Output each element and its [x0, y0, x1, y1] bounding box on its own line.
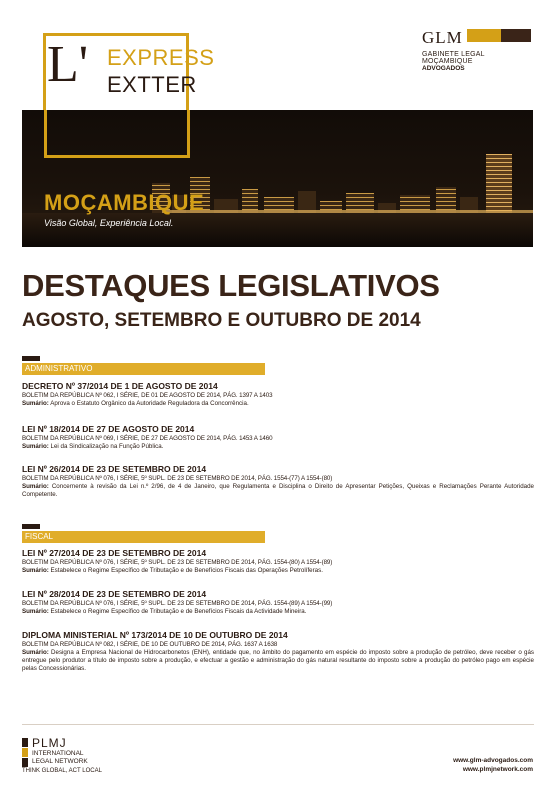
entry-title: DECRETO Nº 37/2014 DE 1 DE AGOSTO DE 2014	[22, 381, 218, 391]
plmj-network-line2: LEGAL NETWORK	[32, 758, 88, 765]
summary-label: Sumário:	[22, 400, 49, 407]
summary-text: Lei da Sindicalização na Função Pública.	[48, 443, 164, 450]
banner-tagline: Visão Global, Experiência Local.	[44, 218, 174, 228]
legislation-entry	[22, 464, 534, 499]
entry-publication: BOLETIM DA REPÚBLICA Nº 082, I SÉRIE, DE 10 DE OUTUBRO DE 2014, PÁG. 1637 A 1638	[22, 641, 278, 648]
entry-summary	[22, 649, 534, 673]
logo-exxter-text: EXTTER	[107, 72, 197, 97]
summary-text: Aprova o Estatuto Orgânico da Autoridade Reguladora da Concorrência.	[48, 400, 249, 407]
entry-summary	[22, 608, 534, 616]
summary-label: Sumário:	[22, 443, 49, 450]
tall-building	[486, 154, 512, 218]
entry-publication: BOLETIM DA REPÚBLICA Nº 069, I SÉRIE, DE 27 DE AGOSTO DE 2014, PÁG. 1453 A 1460	[22, 435, 273, 442]
entry-summary	[22, 567, 534, 575]
glm-advogados: ADVOGADOS	[422, 65, 465, 72]
glm-title: GLM	[422, 28, 463, 47]
country-name: MOÇAMBIQUE	[44, 190, 205, 215]
summary-label: Sumário:	[22, 483, 49, 490]
url-glm[interactable]: www.glm-advogados.com	[453, 757, 533, 764]
plmj-slogan: THINK GLOBAL, ACT LOCAL	[22, 768, 102, 774]
summary-text: Concernente à revisão da Lei n.º 2/96, de 4 de Janeiro, que Regulamenta e Disciplina o Direito de Apresentar Petições, Queixas e Reclamações Perante Autoridade Competente.	[22, 483, 534, 498]
plmj-bars-icon	[22, 738, 28, 766]
summary-label: Sumário:	[22, 567, 49, 574]
glm-dark-bar	[501, 29, 531, 42]
city-night-banner	[22, 110, 533, 247]
entry-summary	[22, 443, 534, 451]
summary-text: Estabelece o Regime Específico de Tributação e de Benefícios Fiscais da Actividade Mineira.	[48, 608, 307, 615]
plmj-name: PLMJ	[32, 736, 67, 750]
footer-urls	[453, 756, 533, 774]
entry-summary	[22, 400, 534, 408]
legislation-entry	[22, 424, 534, 451]
summary-text: Estabelece o Regime Específico de Tributação e de Benefícios Fiscais das Operações Petrolíferas.	[48, 567, 323, 574]
entry-title: LEI Nº 27/2014 DE 23 DE SETEMBRO DE 2014	[22, 548, 207, 558]
entry-publication: BOLETIM DA REPÚBLICA Nº 076, I SÉRIE, 5º SUPL. DE 23 DE SETEMBRO DE 2014, PÁG. 1554-(80) A 1554-(89)	[22, 559, 333, 566]
glm-logo	[422, 28, 532, 72]
entry-title: LEI Nº 26/2014 DE 23 DE SETEMBRO DE 2014	[22, 464, 207, 474]
entry-publication: BOLETIM DA REPÚBLICA Nº 076, I SÉRIE, 5º SUPL. DE 23 DE SETEMBRO DE 2014, PÁG. 1554-(89) A 1554-(99)	[22, 600, 333, 607]
legislation-entry	[22, 589, 534, 616]
section-tag-administrativo: ADMINISTRATIVO	[22, 363, 265, 375]
entry-summary	[22, 483, 534, 499]
banner-gold-frame	[44, 110, 190, 158]
url-plmj[interactable]: www.plmjnetwork.com	[462, 766, 533, 773]
section-tag-fiscal: FISCAL	[22, 531, 265, 543]
glm-subtitle: GABINETE LEGAL MOÇAMBIQUE	[422, 51, 485, 65]
summary-label: Sumário:	[22, 649, 49, 656]
entry-publication: BOLETIM DA REPÚBLICA Nº 062, I SÉRIE, DE 01 DE AGOSTO DE 2014, PÁG. 1397 A 1403	[22, 392, 273, 399]
summary-text: Designa a Empresa Nacional de Hidrocarbonetos (ENH), entidade que, no âmbito do pagamento em espécie do imposto sobre a produção de petróleo, deve receber o gás entregue pelo produtor a título de imposto sobre a produção, e efectuar a gestão e administração do gás natural resultante do imposto sobre a produção do petróleo pago em espécie pelas Concessionárias.	[22, 649, 534, 672]
page-subtitle: AGOSTO, SETEMBRO E OUTUBRO DE 2014	[22, 310, 421, 331]
legislation-entry	[22, 548, 534, 575]
entry-title: DIPLOMA MINISTERIAL Nº 173/2014 DE 10 DE OUTUBRO DE 2014	[22, 630, 288, 640]
logo-l-mark: L'	[47, 36, 89, 93]
entry-title: LEI Nº 28/2014 DE 23 DE SETEMBRO DE 2014	[22, 589, 207, 599]
summary-label: Sumário:	[22, 608, 49, 615]
entry-title: LEI Nº 18/2014 DE 27 DE AGOSTO DE 2014	[22, 424, 195, 434]
plmj-network-line1: INTERNATIONAL	[32, 750, 84, 757]
footer-divider	[22, 724, 534, 725]
logo-express-text: EXPRESS	[107, 45, 215, 70]
page-title: DESTAQUES LEGISLATIVOS	[22, 268, 440, 303]
legislation-entry	[22, 381, 534, 408]
legislation-entry	[22, 630, 534, 673]
entry-publication: BOLETIM DA REPÚBLICA Nº 076, I SÉRIE, 5º SUPL. DE 23 DE SETEMBRO DE 2014, PÁG. 1554-(77) A 1554-(80)	[22, 475, 333, 482]
glm-gold-bar	[467, 29, 501, 42]
